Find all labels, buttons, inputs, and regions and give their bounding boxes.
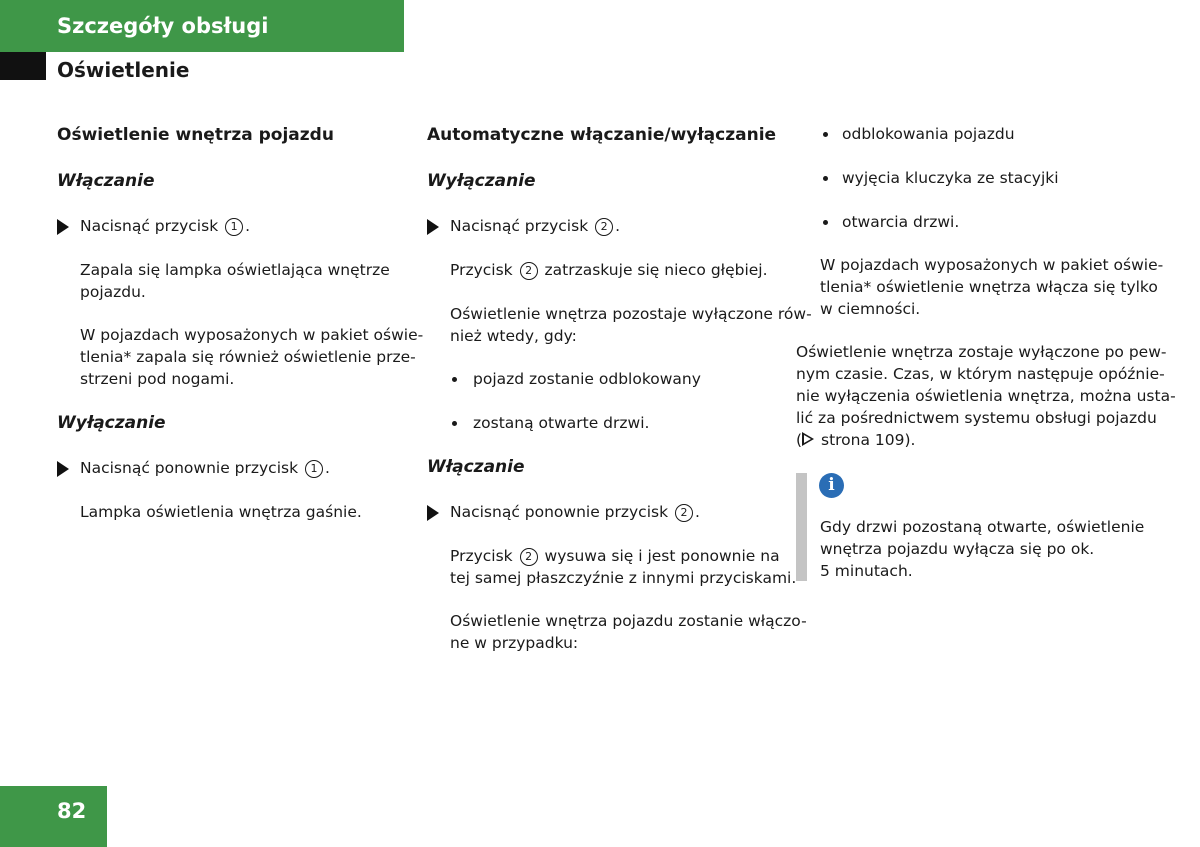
- page-title: Oświetlenie: [57, 58, 190, 82]
- col3-p1-line1: W pojazdach wyposażonych w pakiet oświe-: [820, 256, 1164, 274]
- info-box-bar: [796, 473, 807, 581]
- col2-step1: [450, 217, 620, 236]
- col3-p2-line2: nym czasie. Czas, w którym następuje opóźnie-: [796, 365, 1165, 383]
- p-text: zatrzaskuje się nieco głębiej.: [544, 261, 768, 279]
- arrow-right-icon: [427, 219, 439, 235]
- info-line2: wnętrza pojazdu wyłącza się po ok.: [820, 540, 1095, 558]
- col1-step1: [80, 217, 250, 236]
- bullet-icon: [823, 176, 828, 181]
- col3-p2-line3: nie wyłączenia oświetlenia wnętrza, można usta-: [796, 387, 1176, 405]
- page-reference-link[interactable]: strona 109).: [821, 431, 916, 449]
- p-text: Przycisk: [450, 261, 513, 279]
- page-number: 82: [0, 786, 107, 847]
- step-punct: .: [615, 217, 621, 235]
- button-number-icon: 2: [520, 262, 538, 280]
- step-text: Nacisnąć ponownie przycisk: [450, 503, 669, 521]
- button-number-icon: 2: [675, 504, 693, 522]
- button-number-icon: 1: [225, 218, 243, 236]
- col1-off-heading: Wyłączanie: [57, 413, 166, 433]
- button-number-icon: 2: [595, 218, 613, 236]
- arrow-right-icon: [57, 219, 69, 235]
- col3-p2-line4: lić za pośrednictwem systemu obsługi pojazdu: [796, 409, 1157, 427]
- col3-p2-line1: Oświetlenie wnętrza zostaje wyłączone po pew-: [796, 343, 1167, 361]
- step-punct: .: [245, 217, 251, 235]
- col2-p3-line1: [450, 547, 780, 566]
- bullet-icon: [823, 220, 828, 225]
- step-punct: .: [325, 459, 330, 477]
- col1-heading: Oświetlenie wnętrza pojazdu: [57, 125, 334, 145]
- p-text: (: [796, 431, 803, 449]
- info-icon: i: [819, 473, 844, 498]
- col2-p2-line1: Oświetlenie wnętrza pozostaje wyłączone rów-: [450, 305, 812, 323]
- col1-step2: [80, 459, 330, 478]
- col1-p2-line1: W pojazdach wyposażonych w pakiet oświe-: [80, 326, 424, 344]
- col2-p3-line2: tej samej płaszczyźnie z innymi przyciskami.: [450, 569, 797, 587]
- bullet-icon: [823, 132, 828, 137]
- col3-p1-line3: w ciemności.: [820, 300, 921, 318]
- col1-on-heading: Włączanie: [57, 171, 155, 191]
- col1-p1-line2: pojazdu.: [80, 283, 146, 301]
- col3-bullet2: wyjęcia kluczyka ze stacyjki: [842, 169, 1059, 187]
- button-number-icon: 1: [305, 460, 323, 478]
- col1-p2-line3: strzeni pod nogami.: [80, 370, 235, 388]
- bullet-icon: [452, 377, 457, 382]
- step-text: Nacisnąć przycisk: [450, 217, 589, 235]
- col3-p1-line2: tlenia* oświetlenie wnętrza włącza się tylko: [820, 278, 1158, 296]
- col1-p2-line2: tlenia* zapala się również oświetlenie prze-: [80, 348, 416, 366]
- info-line1: Gdy drzwi pozostaną otwarte, oświetlenie: [820, 518, 1145, 536]
- col2-p1: [450, 261, 768, 280]
- arrow-right-icon: [57, 461, 69, 477]
- col2-bullet1: pojazd zostanie odblokowany: [473, 370, 701, 388]
- col2-heading: Automatyczne włączanie/wyłączanie: [427, 125, 777, 145]
- col1-p1-line1: Zapala się lampka oświetlająca wnętrze: [80, 261, 390, 279]
- col3-bullet1: odblokowania pojazdu: [842, 125, 1015, 143]
- step-punct: .: [695, 503, 700, 521]
- col2-p4-line2: ne w przypadku:: [450, 634, 579, 652]
- col2-on-heading: Włączanie: [427, 457, 525, 477]
- col2-bullet2: zostaną otwarte drzwi.: [473, 414, 650, 432]
- col3-bullet3: otwarcia drzwi.: [842, 213, 960, 231]
- col2-p2-line2: nież wtedy, gdy:: [450, 327, 577, 345]
- page-reference-triangle-icon: [802, 432, 814, 446]
- button-number-icon: 2: [520, 548, 538, 566]
- p-text: Przycisk: [450, 547, 513, 565]
- section-header: Szczegóły obsługi: [0, 0, 404, 52]
- col1-p3: Lampka oświetlenia wnętrza gaśnie.: [80, 503, 362, 521]
- bullet-icon: [452, 421, 457, 426]
- arrow-right-icon: [427, 505, 439, 521]
- col3-p2-line5: [796, 431, 915, 449]
- step-text: Nacisnąć przycisk: [80, 217, 219, 235]
- col2-step2: [450, 503, 700, 522]
- header-tab-marker: [0, 52, 46, 80]
- info-line3: 5 minutach.: [820, 562, 913, 580]
- col2-off-heading: Wyłączanie: [427, 171, 536, 191]
- step-text: Nacisnąć ponownie przycisk: [80, 459, 299, 477]
- col2-p4-line1: Oświetlenie wnętrza pojazdu zostanie włączo-: [450, 612, 807, 630]
- p-text: wysuwa się i jest ponownie na: [544, 547, 780, 565]
